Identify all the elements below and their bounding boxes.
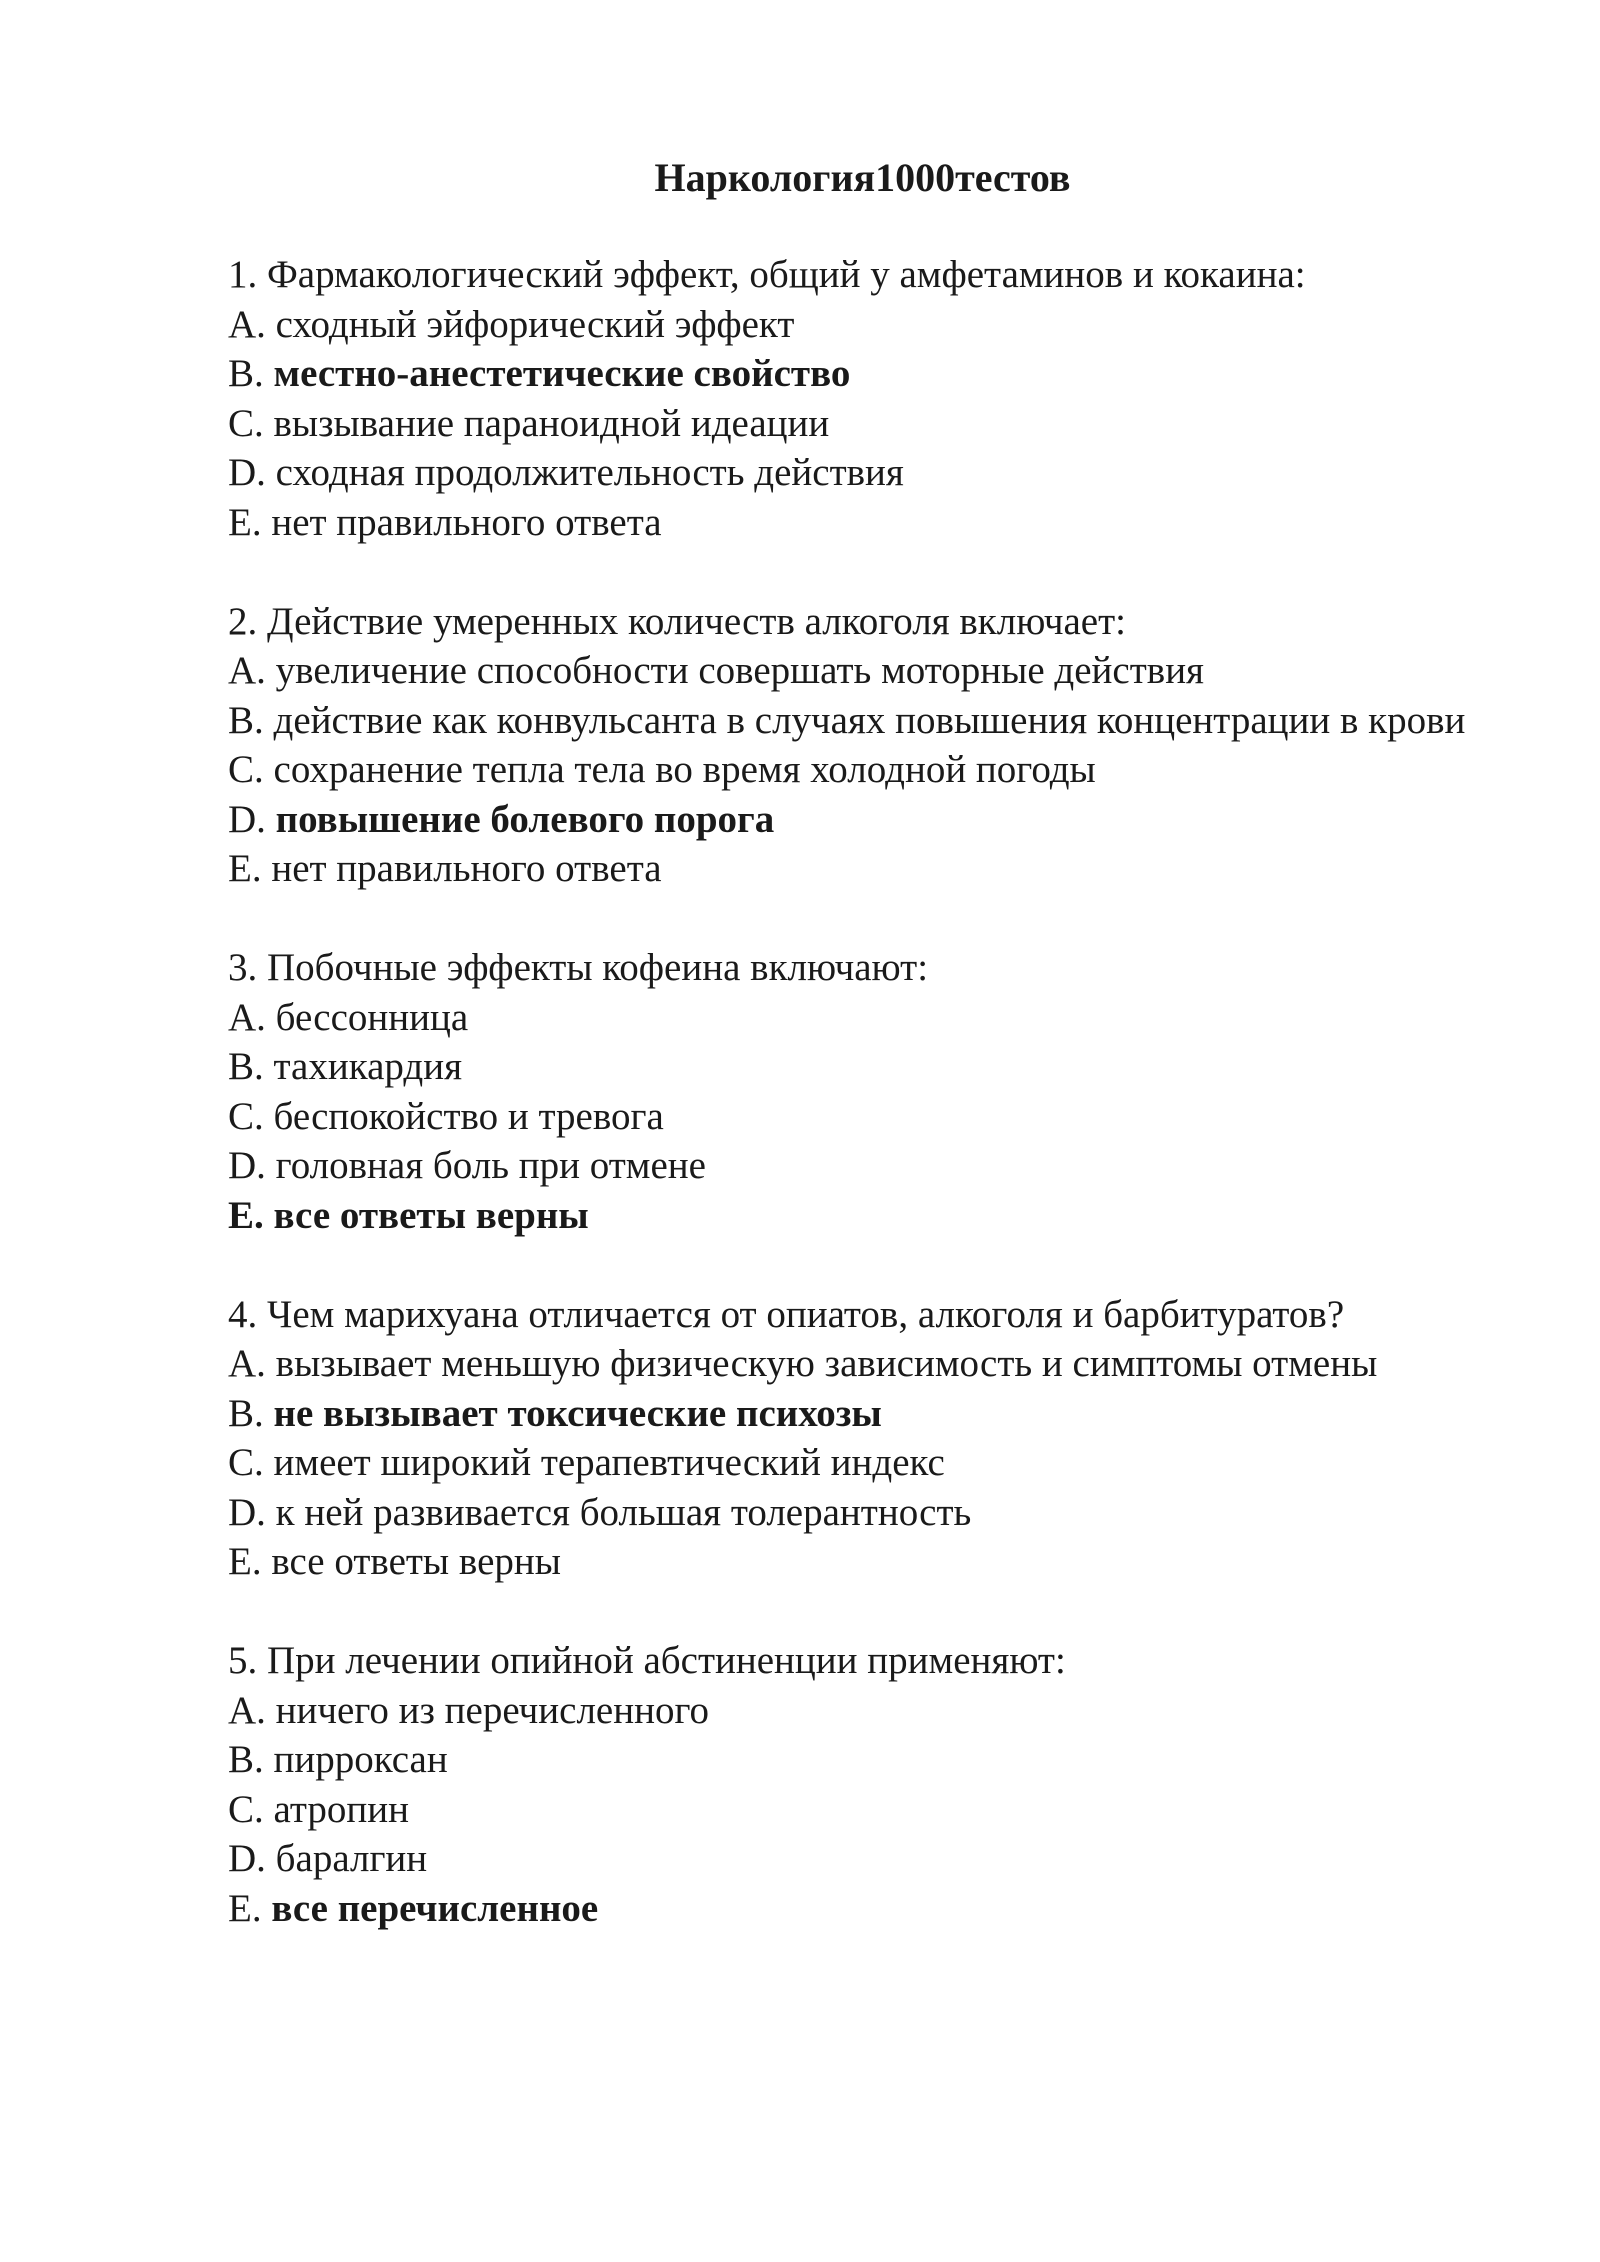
option-letter: D.	[228, 451, 266, 494]
question-text	[228, 943, 1488, 993]
question-stem: Действие умеренных количеств алкоголя включает:	[267, 599, 1126, 643]
option-text: сходный эйфорический эффект	[275, 302, 795, 346]
questions-list	[228, 250, 1488, 1983]
answer-option-a	[228, 1686, 1488, 1736]
answer-option-e	[228, 844, 1488, 894]
option-text: нет правильного ответа	[271, 847, 662, 890]
option-letter: C.	[228, 1787, 264, 1831]
option-text: тахикардия	[273, 1045, 463, 1088]
option-letter: C.	[228, 401, 264, 445]
option-text-correct: местно-анестетические свойство	[273, 352, 851, 395]
question-text	[228, 250, 1488, 300]
option-text-correct: все ответы верны	[273, 1193, 589, 1237]
option-letter: A.	[228, 1688, 266, 1732]
answer-option-a	[228, 993, 1488, 1043]
option-text: нет правильного ответа	[271, 500, 662, 544]
option-letter: A.	[228, 995, 266, 1039]
option-text: все ответы верны	[271, 1540, 561, 1583]
answer-option-a	[228, 300, 1488, 350]
option-letter: B.	[228, 698, 264, 742]
option-text: действие как конвульсанта в случаях повышения концентрации в крови	[273, 698, 1466, 742]
option-text: баралгин	[275, 1837, 428, 1880]
question-stem: Фармакологический эффект, общий у амфетаминов и кокаина:	[267, 253, 1306, 296]
answer-option-b	[228, 1389, 1488, 1439]
option-letter: B.	[228, 352, 264, 395]
question-stem: Чем марихуана отличается от опиатов, алкоголя и барбитуратов?	[267, 1292, 1345, 1336]
question-text	[228, 1636, 1488, 1686]
answer-option-e	[228, 1537, 1488, 1587]
option-letter: B.	[228, 1045, 264, 1088]
option-text-correct: повышение болевого порога	[275, 797, 775, 841]
option-letter: C.	[228, 748, 264, 791]
answer-option-d	[228, 1834, 1488, 1884]
option-letter: E.	[228, 1886, 262, 1930]
option-text: пирроксан	[273, 1738, 448, 1781]
answer-option-c	[228, 1438, 1488, 1488]
answer-option-d	[228, 795, 1488, 845]
document-title: Наркология1000тестов	[654, 155, 1071, 200]
answer-option-c	[228, 1092, 1488, 1142]
option-letter: B.	[228, 1391, 264, 1435]
option-letter: E.	[228, 500, 262, 544]
answer-option-e	[228, 1884, 1488, 1934]
option-text: атропин	[273, 1787, 409, 1831]
option-letter: D.	[228, 1490, 266, 1534]
option-letter: C.	[228, 1094, 264, 1138]
option-text: бессонница	[275, 995, 469, 1039]
option-text: имеет широкий терапевтический индекс	[273, 1441, 945, 1484]
answer-option-a	[228, 1339, 1488, 1389]
question-4	[228, 1290, 1488, 1587]
option-letter: E.	[228, 1540, 262, 1583]
answer-option-b	[228, 1735, 1488, 1785]
answer-option-b	[228, 696, 1488, 746]
option-letter: D.	[228, 1837, 266, 1880]
answer-option-b	[228, 349, 1488, 399]
option-letter: B.	[228, 1738, 264, 1781]
question-2	[228, 597, 1488, 894]
question-number: 1.	[228, 253, 258, 296]
option-letter: A.	[228, 302, 266, 346]
option-letter: E.	[228, 1193, 264, 1237]
answer-option-d	[228, 1141, 1488, 1191]
option-letter: C.	[228, 1441, 264, 1484]
option-text-correct: все перечисленное	[271, 1886, 599, 1930]
option-letter: D.	[228, 797, 266, 841]
question-5	[228, 1636, 1488, 1933]
option-letter: A.	[228, 1342, 266, 1385]
option-text: вызывает меньшую физическую зависимость и симптомы отмены	[275, 1342, 1378, 1385]
option-text: головная боль при отмене	[275, 1144, 706, 1187]
answer-option-e	[228, 498, 1488, 548]
question-number: 5.	[228, 1639, 258, 1682]
answer-option-c	[228, 745, 1488, 795]
answer-option-c	[228, 1785, 1488, 1835]
question-number: 4.	[228, 1292, 258, 1336]
option-text: к ней развивается большая толерантность	[275, 1490, 972, 1534]
answer-option-d	[228, 448, 1488, 498]
answer-option-c	[228, 399, 1488, 449]
option-text: сходная продолжительность действия	[275, 451, 904, 494]
question-number: 2.	[228, 599, 258, 643]
option-text: ничего из перечисленного	[275, 1688, 709, 1732]
question-3	[228, 943, 1488, 1240]
option-letter: D.	[228, 1144, 266, 1187]
option-text: беспокойство и тревога	[273, 1094, 664, 1138]
option-text: увеличение способности совершать моторные действия	[275, 649, 1204, 692]
option-letter: E.	[228, 847, 262, 890]
question-text	[228, 1290, 1488, 1340]
question-stem: При лечении опийной абстиненции применяют:	[267, 1639, 1066, 1682]
answer-option-d	[228, 1488, 1488, 1538]
question-text	[228, 597, 1488, 647]
answer-option-a	[228, 646, 1488, 696]
option-text: вызывание параноидной идеации	[273, 401, 830, 445]
question-1	[228, 250, 1488, 547]
option-text: сохранение тепла тела во время холодной погоды	[273, 748, 1096, 791]
answer-option-b	[228, 1042, 1488, 1092]
answer-option-e	[228, 1191, 1488, 1241]
option-letter: A.	[228, 649, 266, 692]
option-text-correct: не вызывает токсические психозы	[273, 1391, 882, 1435]
question-stem: Побочные эффекты кофеина включают:	[267, 946, 929, 989]
question-number: 3.	[228, 946, 258, 989]
